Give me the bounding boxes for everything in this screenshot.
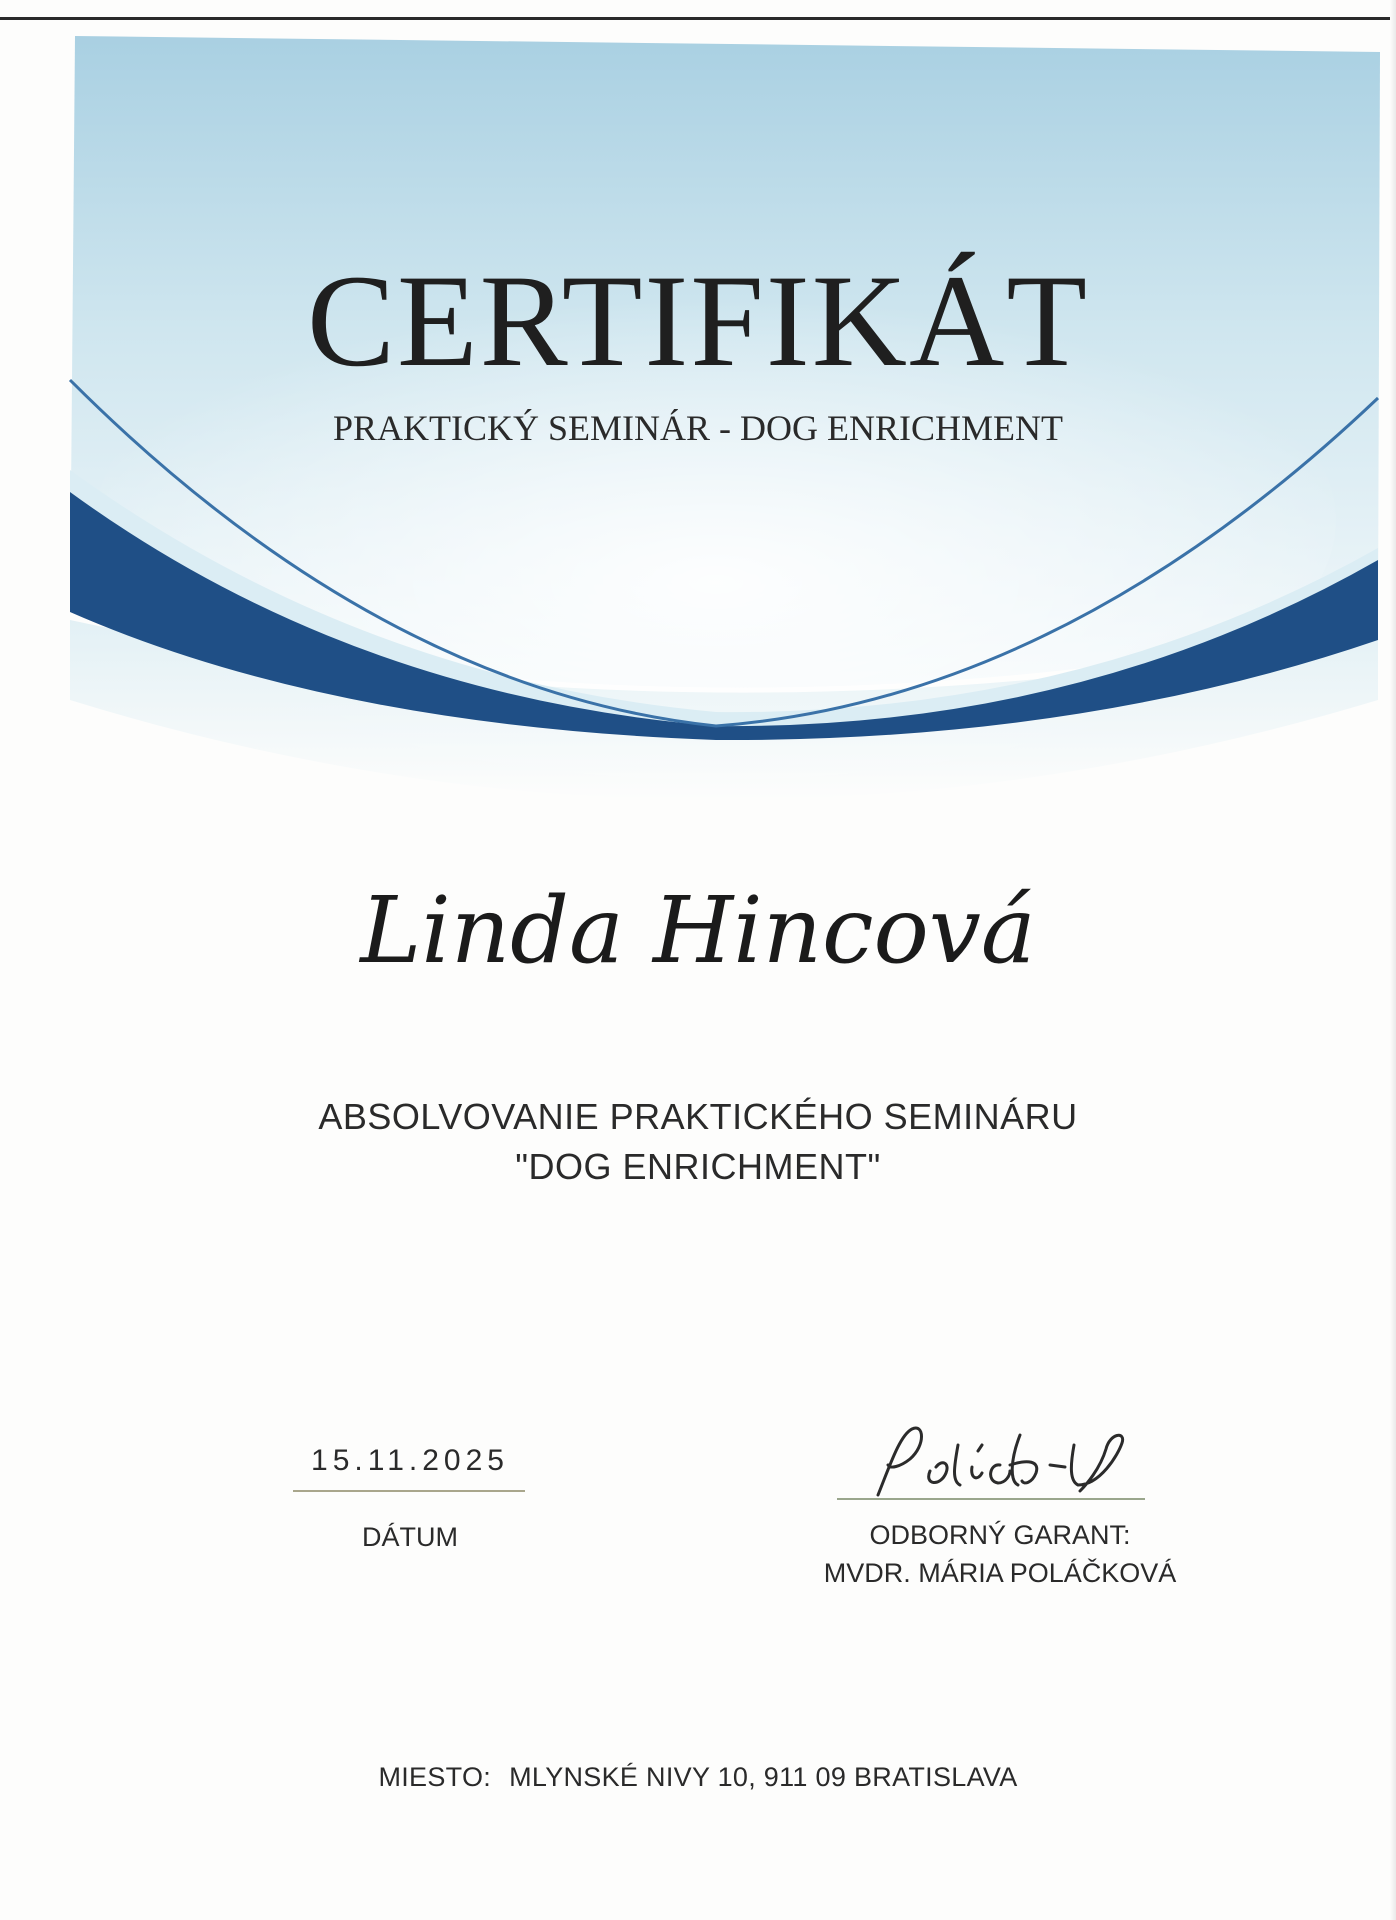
signature-underline	[837, 1498, 1145, 1500]
place-label: MIESTO:	[378, 1762, 492, 1792]
date-value: 15.11.2025	[311, 1444, 509, 1477]
place	[0, 1762, 1396, 1793]
guarantor-block	[780, 1516, 1220, 1592]
header-banner	[0, 0, 1396, 900]
scan-edge-right	[1390, 0, 1396, 1920]
statement-line-2: "DOG ENRICHMENT"	[515, 1146, 881, 1187]
recipient-name: Linda Hincová	[360, 877, 1036, 984]
date-label: DÁTUM	[362, 1522, 458, 1552]
statement-line-1: ABSOLVOVANIE PRAKTICKÉHO SEMINÁRU	[318, 1096, 1078, 1137]
certificate-subtitle: PRAKTICKÝ SEMINÁR - DOG ENRICHMENT	[332, 408, 1063, 448]
guarantor-name: MVDR. MÁRIA POLÁČKOVÁ	[823, 1558, 1177, 1588]
certificate-title: CERTIFIKÁT	[306, 247, 1090, 394]
guarantor-label: ODBORNÝ GARANT:	[869, 1520, 1131, 1550]
place-value: MLYNSKÉ NIVY 10, 911 09 BRATISLAVA	[509, 1762, 1018, 1792]
statement	[0, 1092, 1396, 1192]
date-underline	[293, 1490, 525, 1492]
handwritten-signature	[860, 1415, 1160, 1505]
